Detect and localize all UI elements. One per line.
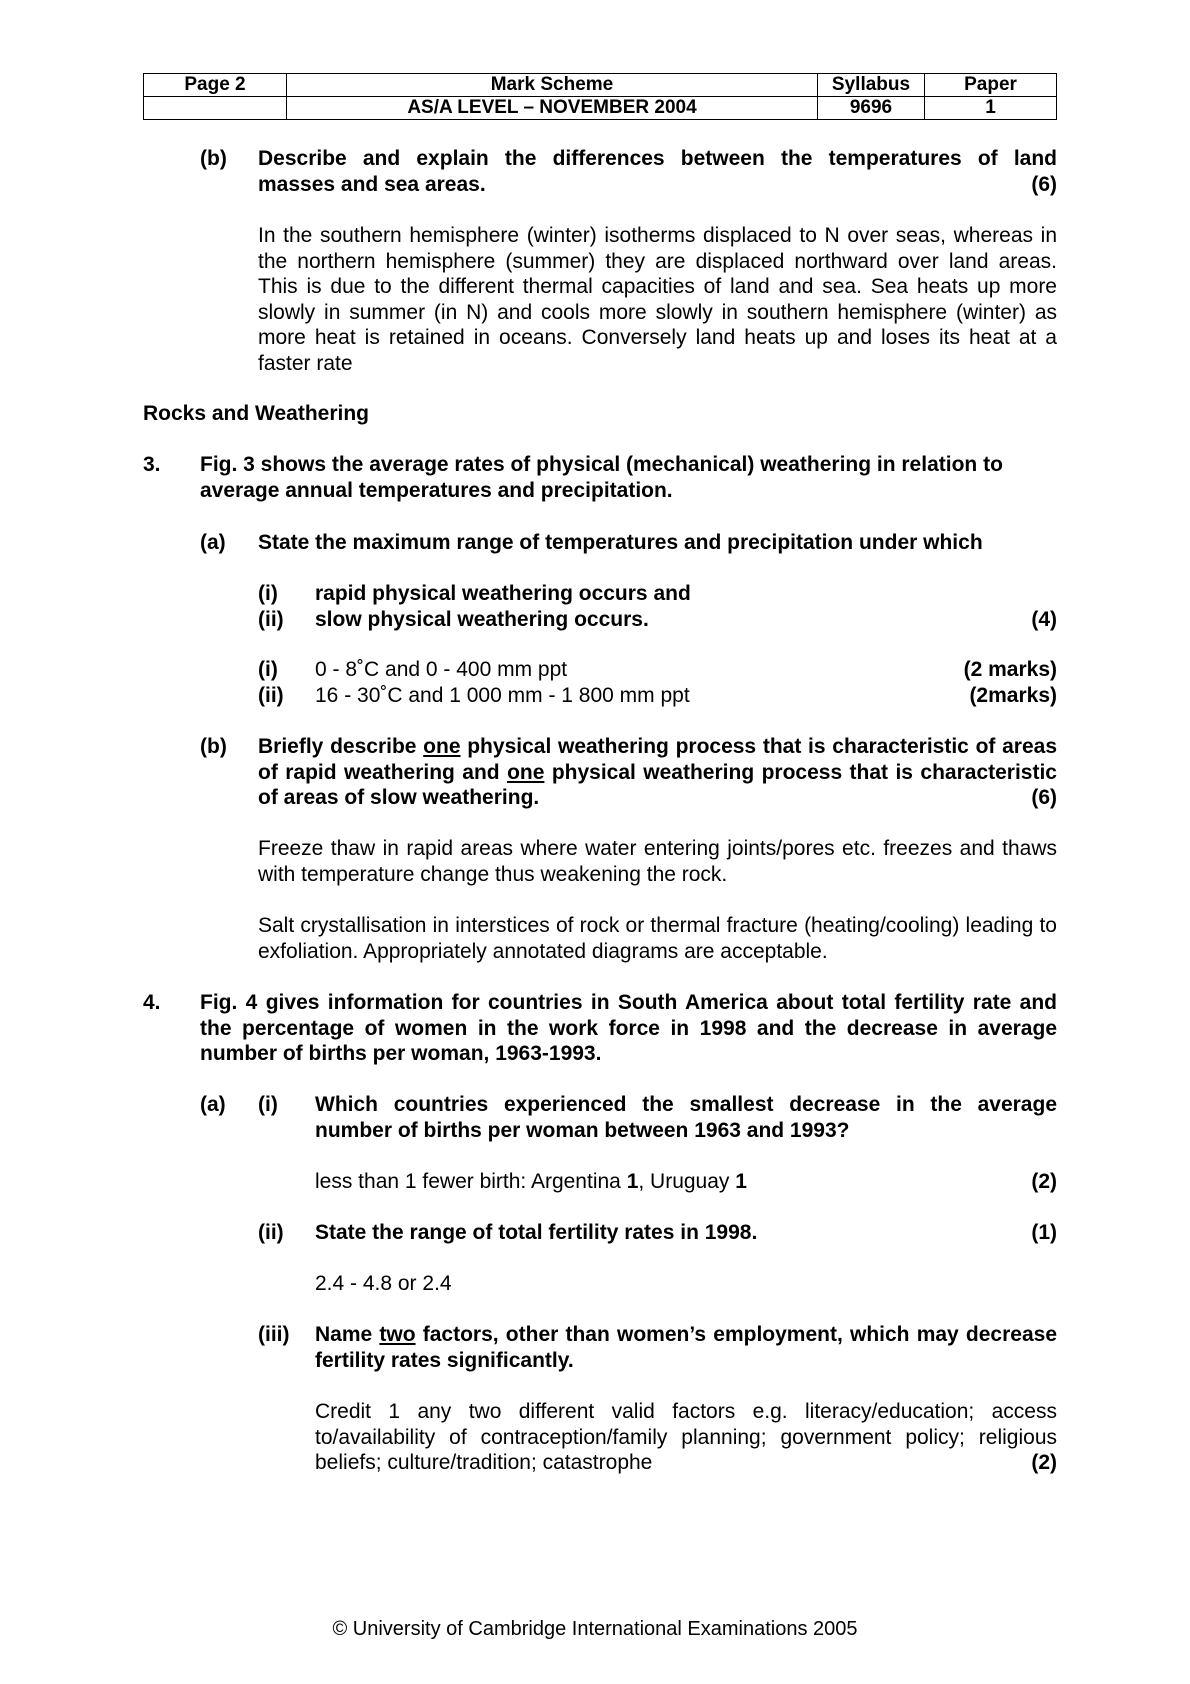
q3a-ans-i: 0 - 8˚C and 0 - 400 mm ppt	[315, 658, 568, 681]
q3b-question: Briefly describe one physical weathering process that is characteristic of areas of rapid weathering and one physical weathering process that is characteristic of areas of slow weathering.	[258, 735, 1057, 809]
q4a-iii-marks: (2)	[1031, 1451, 1057, 1474]
q3a-ans-ii-label: (ii)	[258, 683, 284, 707]
header-paper-label: Paper	[925, 74, 1057, 97]
q2b-marks: (6)	[1031, 172, 1057, 196]
q2b-label: (b)	[200, 147, 227, 170]
q3-stem: Fig. 3 shows the average rates of physical (mechanical) weathering in relation to average annual temperatures and precipitation.	[200, 453, 1003, 502]
header-page: Page 2	[144, 74, 287, 97]
header-title: Mark Scheme	[287, 74, 818, 97]
q3a-label: (a)	[200, 531, 226, 554]
header-empty-cell	[144, 97, 287, 120]
q4-stem: Fig. 4 gives information for countries in South America about total fertility rate and the percentage of women in the work force in 1998 and the decrease in average number of births per woman, 1963-1993.	[200, 991, 1057, 1065]
header-syllabus-label: Syllabus	[818, 74, 925, 97]
q3a-i-label: (i)	[258, 582, 278, 605]
q3a-ans-i-marks: (2 marks)	[963, 658, 1057, 681]
q2b-answer: In the southern hemisphere (winter) isotherms displaced to N over seas, whereas in the northern hemisphere (summer) they are displaced northward over land areas. This is due to the different thermal capacities of land and sea. Sea heats up more slowly in summer (in N) and cools more slowly in southern hemisphere (winter) as more heat is retained in oceans. Conversely land heats up and loses its heat at a faster rate	[258, 224, 1057, 375]
q3a-marks: (4)	[1031, 607, 1057, 631]
q4-number: 4.	[143, 991, 161, 1014]
q3b-answer1: Freeze thaw in rapid areas where water entering joints/pores etc. freezes and thaws with temperature change thus weakening the rock.	[258, 837, 1057, 886]
header-paper: 1	[925, 97, 1057, 120]
q2b-question-line2: masses and sea areas.	[258, 172, 486, 196]
q3-number: 3.	[143, 453, 161, 476]
q4a-i-question: Which countries experienced the smallest decrease in the average number of births per woman between 1963 and 1993?	[315, 1093, 1057, 1142]
q3a-ii-label: (ii)	[258, 607, 284, 631]
footer-copyright: © University of Cambridge International Examinations 2005	[332, 1618, 858, 1640]
q4a-ii-marks: (1)	[1031, 1221, 1057, 1244]
q3a-i-text: rapid physical weathering occurs and	[315, 582, 691, 605]
header-table	[143, 73, 1057, 120]
q4a-iii-label: (iii)	[258, 1323, 290, 1346]
q4a-label: (a)	[200, 1093, 226, 1116]
q4a-ii-answer: 2.4 - 4.8 or 2.4	[315, 1272, 452, 1295]
q4a-iii-answer: Credit 1 any two different valid factors e.g. literacy/education; access to/availability of contraception/family planning; government policy; religious beliefs; culture/tradition; catastrophe	[315, 1400, 1057, 1474]
q4a-ii-label: (ii)	[258, 1221, 284, 1244]
q3b-label: (b)	[200, 735, 227, 758]
q3b-marks: (6)	[1031, 786, 1057, 809]
q3b-answer2: Salt crystallisation in interstices of rock or thermal fracture (heating/cooling) leading to exfoliation. Appropriately annotated diagrams are acceptable.	[258, 914, 1057, 963]
q3a-ii-text: slow physical weathering occurs.	[315, 607, 649, 631]
section-title: Rocks and Weathering	[143, 402, 369, 425]
q4a-i-marks: (2)	[1031, 1170, 1057, 1193]
header-level: AS/A LEVEL – NOVEMBER 2004	[287, 97, 818, 120]
q4a-iii-question: Name two factors, other than women’s employment, which may decrease fertility rates significantly.	[315, 1323, 1057, 1372]
q3a-ans-i-label: (i)	[258, 658, 278, 681]
q4a-ii-question: State the range of total fertility rates in 1998.	[315, 1221, 758, 1244]
q3a-question: State the maximum range of temperatures and precipitation under which	[258, 531, 983, 554]
q4a-i-label: (i)	[258, 1093, 278, 1116]
q4a-i-answer: less than 1 fewer birth: Argentina 1, Uruguay 1	[315, 1170, 747, 1193]
header-syllabus: 9696	[818, 97, 925, 120]
q3a-ans-ii: 16 - 30˚C and 1 000 mm - 1 800 mm ppt	[315, 683, 690, 707]
q3a-ans-ii-marks: (2marks)	[969, 683, 1057, 707]
q2b-question-line1: Describe and explain the differences between the temperatures of land	[258, 147, 1057, 170]
